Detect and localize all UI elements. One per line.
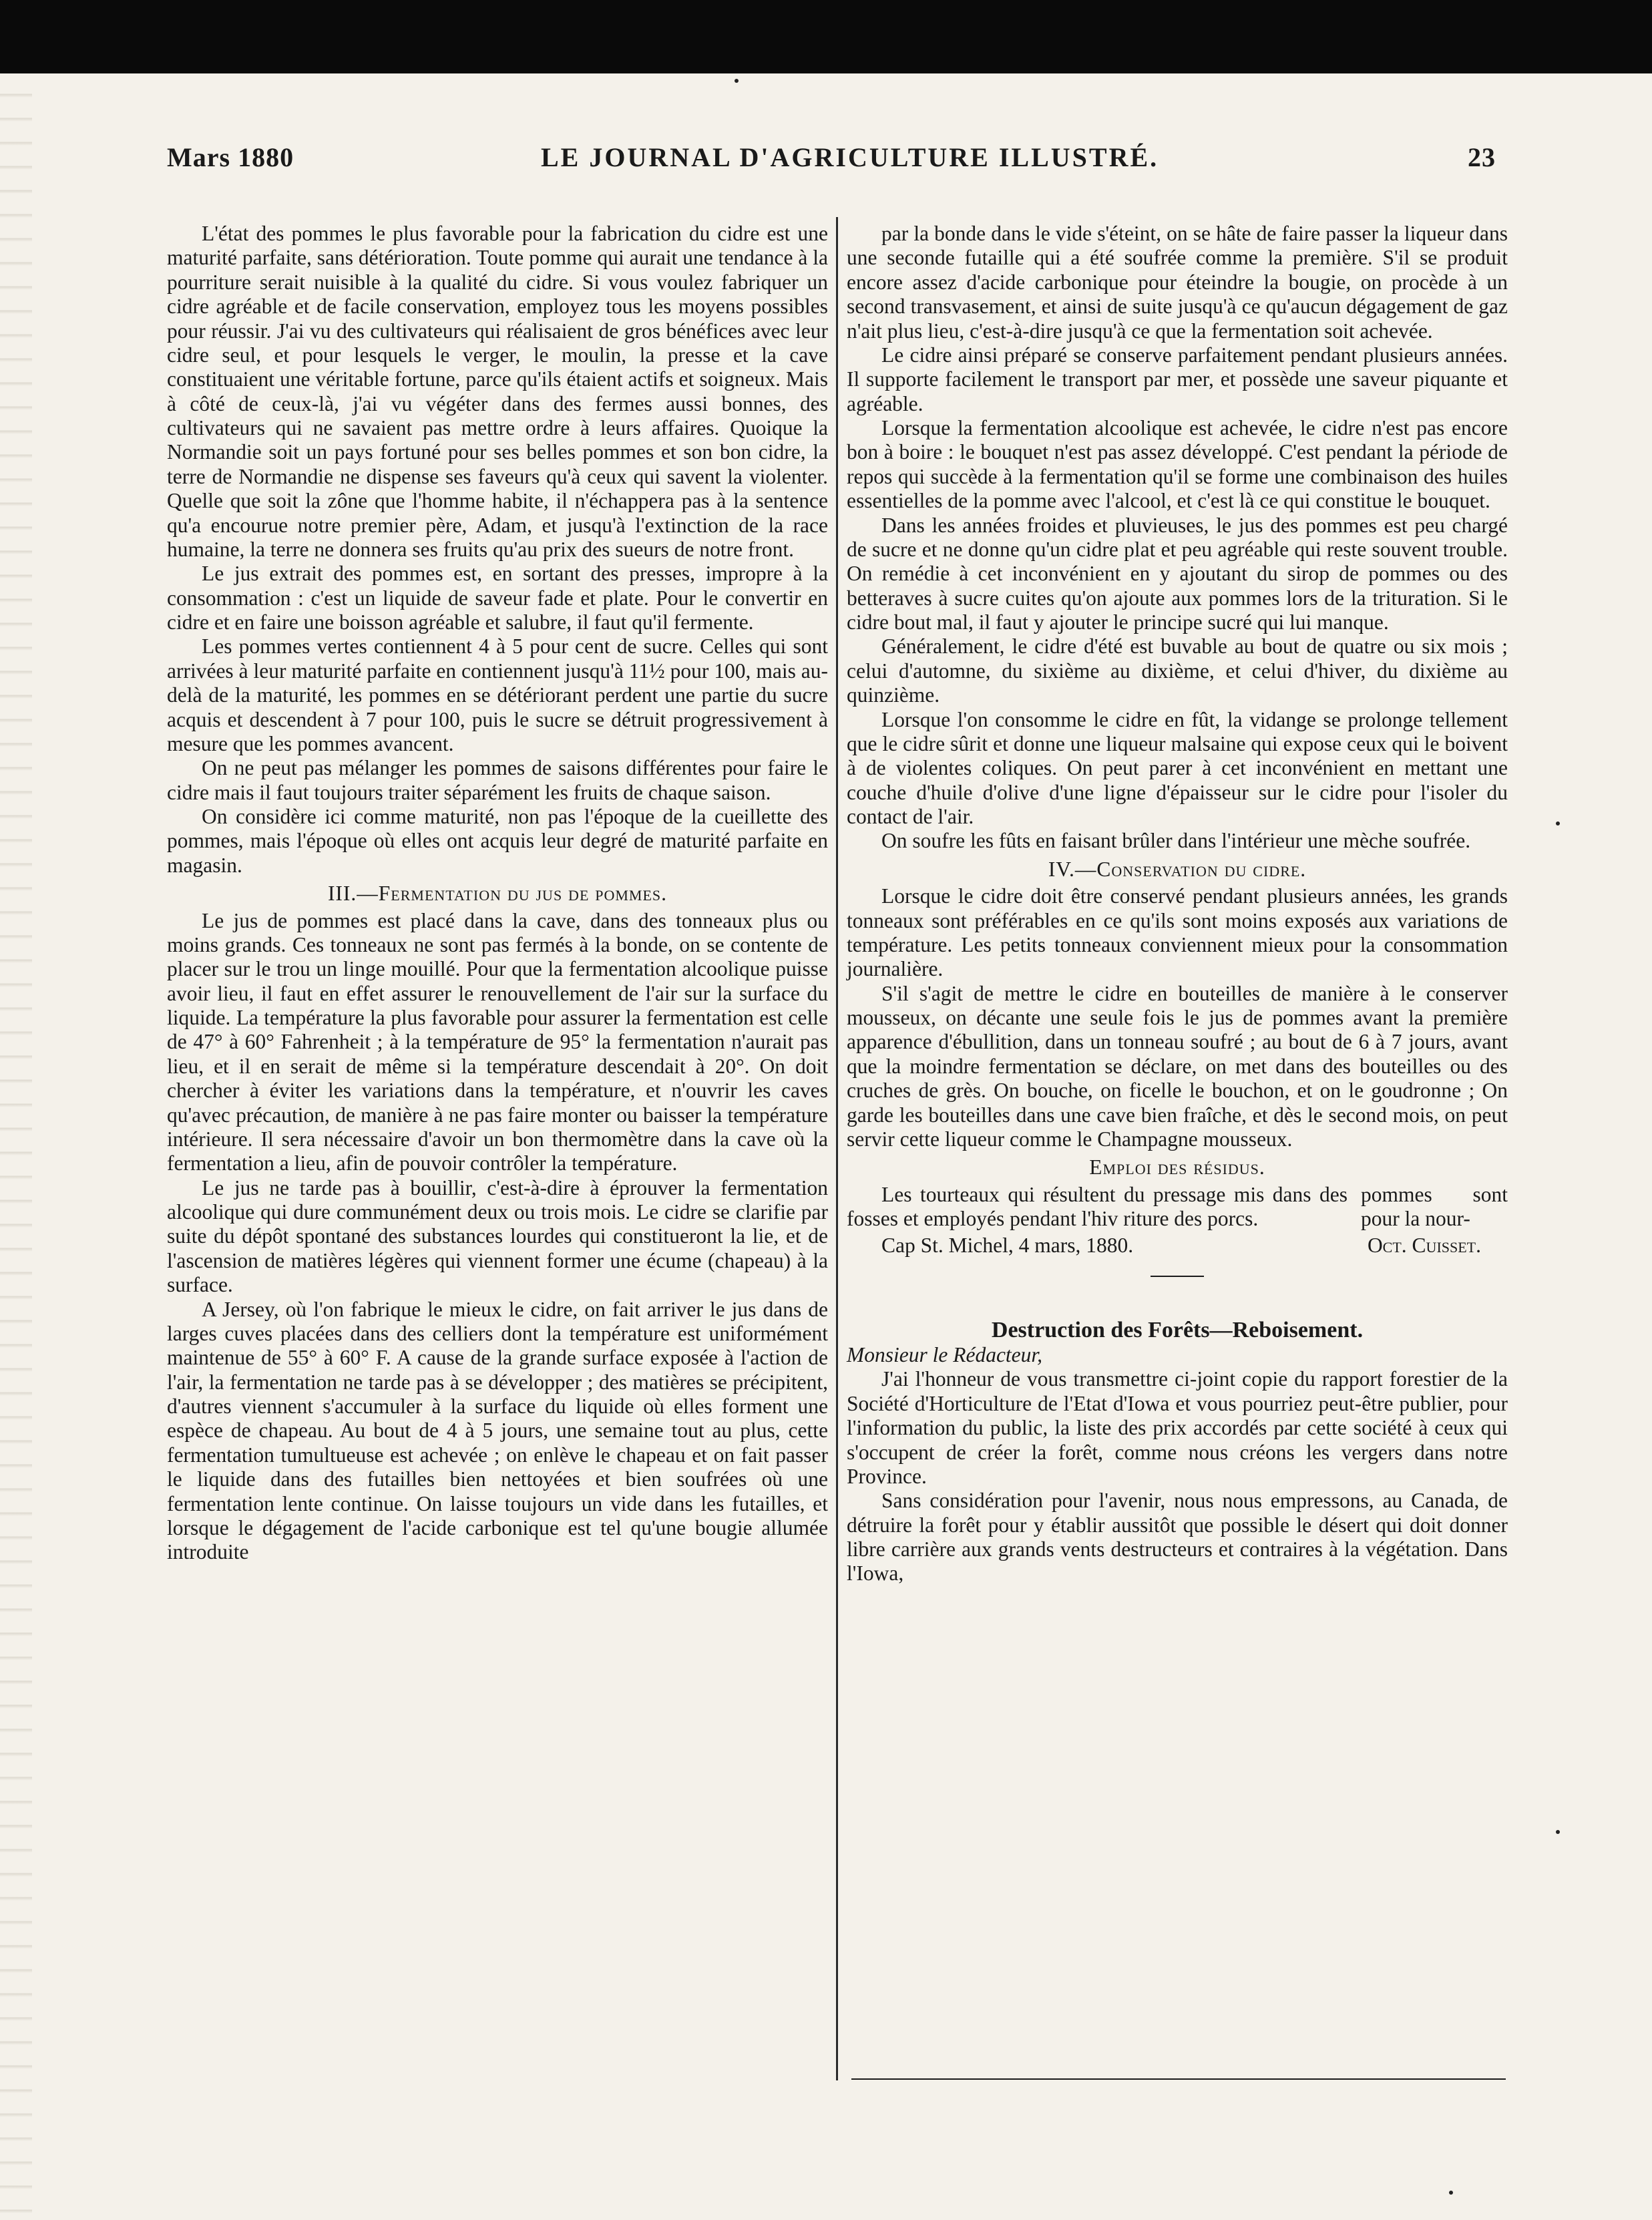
paragraph: Lorsque l'on consomme le cidre en fût, la vidange se prolonge tellement que le cidre sûrit et donne une liqueur malsaine qui expose ceux qui le boivent à de violentes coliques. On peut parer à cet inconvénient en mettant une couche d'huile d'olive d'une ligne d'épaisseur sur le cidre pour l'isoler du contact de l'air. bbox=[847, 707, 1508, 828]
scan-speck bbox=[735, 79, 739, 83]
header-date: Mars 1880 bbox=[167, 142, 294, 172]
section-heading-residus: Emploi des résidus. bbox=[1089, 1155, 1265, 1179]
paragraph: J'ai l'honneur de vous transmettre ci-joint copie du rapport forestier de la Société d'Horticulture de l'Etat d'Iowa et vous pourriez peut-être publier, pour l'information du public, la liste des prix accordés par cette société à ceux qui s'occupent de créer la forêt, comme nous créons les vergers dans notre Province. bbox=[847, 1367, 1508, 1488]
article-title: Destruction des Forêts—Reboisement. bbox=[991, 1317, 1364, 1342]
section-heading-conservation: IV.—Conservation du cidre. bbox=[1048, 857, 1307, 881]
paragraph: Le jus extrait des pommes est, en sortant des presses, impropre à la consommation : c'est un liquide de saveur fade et plate. Pour le convertir en cidre et en faire une boisson agréable et salubre, il faut qu'il fermente. bbox=[167, 562, 828, 634]
scan-border-top bbox=[0, 0, 1652, 73]
paragraph: S'il s'agit de mettre le cidre en bouteilles de manière à le conserver mousseux, on décante une seule fois le jus de pommes avant la première apparence d'ébullition, dans un tonneau soufré ; au bout de 6 à 7 jours, avant que la moindre fermentation se déclare, on met dans des bouteilles ou des cruches de grès. On bouche, on ficelle le bouchon, et on le goudronne ; On garde les bouteilles dans une cave bien fraîche, et dès le second mois, on peut servir cette liqueur comme le Champagne mousseux. bbox=[847, 981, 1508, 1151]
residus-side-text: pommes sont pour la nour- bbox=[1361, 1182, 1508, 1230]
signature-place-date: Cap St. Michel, 4 mars, 1880. bbox=[881, 1234, 1134, 1258]
scan-speck bbox=[1556, 821, 1560, 825]
scan-speck bbox=[1449, 2191, 1453, 2195]
running-header bbox=[167, 142, 1496, 182]
scan-speck bbox=[1556, 1830, 1560, 1834]
scan-binding-edge bbox=[0, 73, 32, 2220]
paragraph: Le jus ne tarde pas à bouillir, c'est-à-dire à éprouver la fermentation alcoolique qui dure communément deux ou trois mois. Le cidre se clarifie par suite du dépôt spontané des substances lourdes qui constitueront la lie, et de l'ascension de matières légères qui viennent former une écume (chapeau) à la surface. bbox=[167, 1175, 828, 1297]
paragraph: Lorsque la fermentation alcoolique est achevée, le cidre n'est pas encore bon à boire : le bouquet n'est pas assez développé. C'est pendant la période de repos qui succède à la fermentation qu'il se forme une combinaison des huiles essentielles de la pomme avec l'alcool, et c'est là ce qui constitue le bouquet. bbox=[847, 416, 1508, 513]
header-journal-title: LE JOURNAL D'AGRICULTURE ILLUSTRÉ. bbox=[541, 142, 1159, 172]
residus-text: Les tourteaux qui résultent du pressage mis dans des fosses et employés pendant l'hiv riture des porcs. bbox=[847, 1182, 1348, 1230]
signature-name: Oct. Cuisset. bbox=[1367, 1234, 1481, 1258]
header-page-number: 23 bbox=[1468, 142, 1496, 172]
paragraph: Le jus de pommes est placé dans la cave, dans des tonneaux plus ou moins grands. Ces tonneaux ne sont pas fermés à la bonde, on se contente de placer sur le trou un linge mouillé. Pour que la fermentation alcoolique puisse avoir lieu, il faut en effet assurer le renouvellement de l'air sur la surface du liquide. La température la plus favorable pour assurer la fermentation est celle de 47° à 60° Fahrenheit ; à la température de 95° la fermentation n'aurait pas lieu, et il en serait de même si la température descendait à 20°. On doit chercher à éviter les variations dans la température, et n'ouvrir les caves qu'avec précaution, de manière à ne pas faire monter ou baisser la température intérieure. Il sera nécessaire d'avoir un bon thermomètre dans la cave où la fermentation a lieu, afin de pouvoir contrôler la température. bbox=[167, 908, 828, 1175]
right-column bbox=[847, 222, 1508, 1586]
article-separator bbox=[1151, 1276, 1204, 1277]
paragraph: Sans considération pour l'avenir, nous nous empressons, au Canada, de détruire la forêt pour y établir aussitôt que possible le désert qui doit donner libre carrière aux grands vents destructeurs et contraires à la végétation. Dans l'Iowa, bbox=[847, 1489, 1508, 1586]
bottom-rule bbox=[851, 2078, 1506, 2080]
paragraph: Le cidre ainsi préparé se conserve parfaitement pendant plusieurs années. Il supporte facilement le transport par mer, et possède une saveur piquante et agréable. bbox=[847, 343, 1508, 415]
paragraph: Lorsque le cidre doit être conservé pendant plusieurs années, les grands tonneaux sont préférables en ce qu'ils sont moins exposés aux variations de température. Les petits tonneaux conviennent mieux pour la consommation journalière. bbox=[847, 884, 1508, 981]
paragraph: L'état des pommes le plus favorable pour la fabrication du cidre est une maturité parfaite, sans détérioration. Toute pomme qui aurait une tendance à la pourriture serait nuisible à la qualité du cidre. Si vous voulez fabriquer un cidre agréable et de facile conservation, employez tous les moyens possibles pour réussir. J'ai vu des cultivateurs qui réalisaient de gros bénéfices avec leur cidre seul, et pour lesquels le verger, le moulin, la presse et la cave constituaient une véritable fortune, parce qu'ils étaient actifs et soigneux. Mais à côté de ceux-là, j'ai vu végéter dans des fermes aussi bonnes, des cultivateurs qui ne savaient pas mettre ordre à leurs affaires. Quoique la Normandie soit un pays fortuné pour ses belles pommes et son bon cidre, la terre de Normandie ne dispense ses faveurs qu'à ceux qui savent la violenter. Quelle que soit la zône que l'homme habite, il n'échappera pas à la sentence qu'a encourue notre premier père, Adam, et jusqu'à l'extinction de la race humaine, la terre ne donnera ses fruits qu'au prix des sueurs de notre front. bbox=[167, 222, 828, 561]
paragraph: Généralement, le cidre d'été est buvable au bout de quatre ou six mois ; celui d'automne, du sixième au dixième, et celui d'hiver, du dixième au quinzième. bbox=[847, 634, 1508, 707]
column-divider bbox=[836, 217, 838, 2080]
section-heading-fermentation: III.—Fermentation du jus de pommes. bbox=[327, 882, 668, 906]
paragraph: On soufre les fûts en faisant brûler dans l'intérieur une mèche soufrée. bbox=[881, 829, 1471, 853]
signature-line bbox=[847, 1234, 1508, 1258]
paragraph: Dans les années froides et pluvieuses, le jus des pommes est peu chargé de sucre et ne donne qu'un cidre plat et peu agréable qui reste souvent trouble. On remédie à cet inconvénient en y ajoutant du sirop de pommes ou des betteraves à sucre cuites qu'on ajoute aux pommes lors de la trituration. Si le cidre bout mal, il faut y ajouter le principe sucré qui lui manque. bbox=[847, 513, 1508, 634]
paragraph: A Jersey, où l'on fabrique le mieux le cidre, on fait arriver le jus dans de larges cuves placées dans des celliers dont la température est uniformément maintenue de 55° à 60° F. A cause de la grande surface exposée à l'action de l'air, la fermentation ne tarde pas à se développer ; des matières se précipitent, d'autres viennent s'accumuler à la surface du liquide où elles forment une espèce de chapeau. Au bout de 4 à 5 jours, une semaine tout au plus, cette fermentation tumultueuse est achevée ; on enlève le chapeau et on fait passer le liquide dans des futailles bien nettoyées et bien soufrées où une fermentation lente continue. On laisse toujours un vide dans les futailles, et lorsque le dégagement de l'acide carbonique est tel qu'une bougie allumée introduite bbox=[167, 1297, 828, 1564]
paragraph: On ne peut pas mélanger les pommes de saisons différentes pour faire le cidre mais il faut toujours traiter séparément les fruits de chaque saison. bbox=[167, 756, 828, 804]
salutation: Monsieur le Rédacteur, bbox=[847, 1343, 1043, 1367]
paragraph: Les pommes vertes contiennent 4 à 5 pour cent de sucre. Celles qui sont arrivées à leur maturité parfaite en contiennent jusqu'à 11½ pour 100, mais au-delà de la maturité, les pommes en se détériorant perdent une partie du sucre acquis et descendent à 7 pour 100, puis le sucre se détruit progressivement à mesure que les pommes avancent. bbox=[167, 634, 828, 755]
paragraph: par la bonde dans le vide s'éteint, on se hâte de faire passer la liqueur dans une seconde futaille qui a été soufrée comme la première. S'il se produit encore assez d'acide carbonique pour éteindre la bougie, on procède à un second transvasement, et ainsi de suite jusqu'à ce qu'aucun dégagement de gaz n'ait plus lieu, c'est-à-dire jusqu'à ce que la fermentation soit achevée. bbox=[847, 222, 1508, 343]
left-column bbox=[167, 222, 828, 1565]
residus-block bbox=[847, 1183, 1508, 1232]
paragraph: On considère ici comme maturité, non pas l'époque de la cueillette des pommes, mais l'époque où elles ont acquis leur degré de maturité parfaite en magasin. bbox=[167, 805, 828, 877]
